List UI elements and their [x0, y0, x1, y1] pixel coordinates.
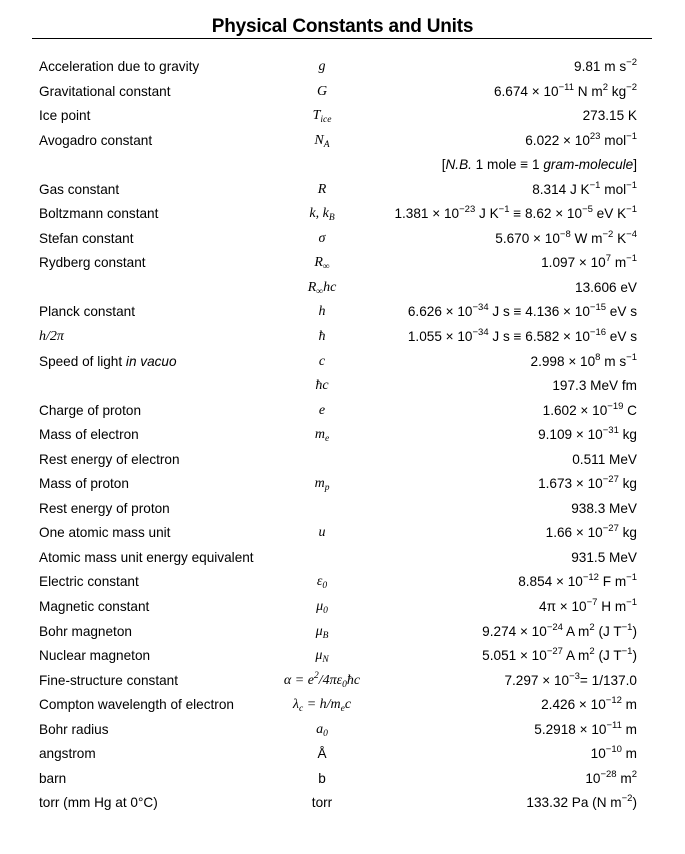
constant-name: Bohr radius [39, 721, 109, 737]
constant-value: $10^{-28}$ $m^2$ [585, 768, 637, 786]
constant-symbol: g [318, 59, 326, 74]
page-title: Physical Constants and Units [211, 16, 474, 37]
constant-symbol: $T_{ice}$ [312, 108, 332, 126]
constant-name: Fine-structure constant [39, 672, 179, 688]
constant-row [0, 202, 685, 227]
constant-value: $2.998 \times 10^8$ m $s^{-1}$ [530, 351, 637, 369]
constant-symbol: R [317, 181, 327, 197]
constant-row [0, 129, 685, 154]
constant-row [0, 669, 685, 694]
constant-row [0, 791, 685, 816]
constant-row [0, 718, 685, 743]
constant-row [0, 104, 685, 129]
constant-value: $5.670 \times 10^{-8}$ W $m^{-2}$ $K^{-4}$ [495, 228, 637, 246]
constant-name: Rydberg constant [39, 255, 146, 271]
constant-row [0, 153, 685, 178]
constant-symbol: $\mu_B$ [315, 623, 329, 641]
constant-value: 938.3 MeV [571, 500, 637, 516]
constant-row [0, 350, 685, 375]
constant-row [0, 497, 685, 522]
constant-name: Gas constant [39, 181, 120, 197]
constant-name: Nuclear magneton [39, 648, 151, 664]
constant-name: Stefan constant [39, 230, 134, 246]
constant-row [0, 742, 685, 767]
constant-row [0, 546, 685, 571]
constant-name: Rest energy of proton [39, 500, 170, 516]
constant-name: Mass of electron [39, 427, 139, 443]
constant-value: $2.426 \times 10^{-12}$ m [541, 695, 637, 713]
constant-name: Compton wavelength of electron [39, 697, 234, 713]
constant-value: $1.055 \times 10^{-34}$ J $s \equiv 6.582 \times 10^{-16}$ eV s [407, 327, 637, 345]
constant-value: $10^{-10}$ m [590, 744, 637, 762]
constant-row [0, 251, 685, 276]
constant-symbol: $a_0$ [316, 721, 328, 739]
constant-name: Rest energy of electron [39, 451, 180, 467]
constant-name: Magnetic constant [39, 599, 150, 615]
constant-name: Gravitational constant [39, 83, 171, 99]
constant-symbol: u [318, 525, 326, 541]
constant-value: $5.051 \times 10^{-27}$ A $m^2$ (J $T^{-1}$) [482, 646, 637, 664]
constant-row [0, 693, 685, 718]
constant-symbol: $m_p$ [314, 476, 330, 494]
constant-row [0, 767, 685, 792]
constant-row [0, 521, 685, 546]
constant-symbol: σ [318, 230, 326, 246]
constant-row [0, 276, 685, 301]
constant-value: $6.674 \times 10^{-11}$ N $m^2$ $kg^{-2}$ [493, 81, 637, 99]
constant-name: Bohr magneton [39, 623, 132, 639]
constant-symbol: c [318, 353, 326, 369]
title-rule [32, 38, 652, 39]
constant-name: torr (mm Hg at 0°C) [39, 795, 158, 811]
constant-value: $6.022 \times 10^{23}$ mol$^{-1}$ [525, 130, 637, 148]
constant-value: 8.314 J $K^{-1}$ mol$^{-1}$ [532, 179, 637, 197]
constant-value: 273.15 K [582, 108, 637, 124]
constant-row [0, 325, 685, 350]
constant-value: $6.626 \times 10^{-34}$ J $s \equiv 4.136 \times 10^{-15}$ eV s [407, 302, 637, 320]
constant-symbol: $\mu_0$ [316, 599, 328, 617]
constant-name: Electric constant [39, 574, 139, 590]
constant-name: Acceleration due to gravity [39, 59, 200, 74]
constant-symbol: b [318, 770, 326, 786]
constant-value: 931.5 MeV [571, 549, 637, 565]
constant-row [0, 80, 685, 105]
constant-row [0, 178, 685, 203]
constant-name: Mass of proton [39, 476, 129, 492]
constant-row [0, 374, 685, 399]
constant-symbol: G [316, 83, 328, 99]
constant-value: $1.66 \times 10^{-27}$ kg [545, 523, 637, 541]
constant-value: $5.2918 \times 10^{-11}$ m [534, 719, 637, 737]
constant-symbol: Å [317, 746, 327, 762]
constant-value: 133.32 Pa (N $m^{-2}$) [526, 793, 637, 811]
constant-name: Speed of light in vacuo [39, 353, 177, 369]
constant-value: 9.81 m $s^{-2}$ [574, 57, 637, 74]
constant-symbol: $R_\infty$ [314, 255, 330, 273]
constant-name: Planck constant [39, 304, 135, 320]
constant-row [0, 55, 685, 80]
constant-value: $1.673 \times 10^{-27}$ kg [538, 474, 637, 492]
constant-symbol: k, $k_B$ [309, 206, 335, 224]
constant-symbol: $m_e$ [314, 427, 330, 445]
constant-symbol: torr [311, 795, 333, 811]
constant-value: 197.3 MeV fm [552, 378, 637, 394]
constant-symbol: $\alpha = e^2/4\pi\varepsilon_0ħc$ [283, 670, 361, 690]
constant-symbol: ħc [315, 378, 329, 394]
constants-table [0, 55, 685, 816]
constant-row [0, 227, 685, 252]
constant-symbol: $\mu_N$ [315, 648, 329, 666]
constant-value: $1.097 \times 10^7$ $m^{-1}$ [541, 253, 637, 271]
constant-row [0, 300, 685, 325]
constant-name: Charge of proton [39, 402, 142, 418]
constant-row [0, 423, 685, 448]
constant-name: angstrom [39, 746, 96, 762]
constant-name: barn [39, 770, 67, 786]
constant-symbol: e [318, 402, 326, 418]
constant-value: 13.606 eV [575, 279, 637, 295]
constant-value: $8.854 \times 10^{-12}$ F $m^{-1}$ [518, 572, 637, 590]
constant-row [0, 595, 685, 620]
constant-symbol: $\lambda_c = h/m_ec$ [292, 697, 352, 715]
constant-name: One atomic mass unit [39, 525, 171, 541]
constant-row [0, 399, 685, 424]
constant-value: $7.297 \times 10^{-3}= 1/137.0$ [504, 670, 637, 688]
constant-row [0, 644, 685, 669]
constant-name: Ice point [39, 108, 91, 124]
constant-value: 0.511 MeV [572, 451, 637, 467]
constant-row [0, 448, 685, 473]
constant-value: $1.381 \times 10^{-23}$ J $K^{-1} \equiv 8.62 \times 10^{-5}$ eV $K^{-1}$ [394, 204, 637, 222]
constant-value: [N.B. 1 mole ≡ 1 gram-molecule] [441, 157, 637, 173]
constant-symbol: $N_A$ [314, 132, 330, 150]
constant-symbol: $R_\infty hc$ [307, 279, 337, 297]
constant-name: Atomic mass unit energy equivalent [39, 549, 254, 565]
constant-row [0, 570, 685, 595]
constant-value: $1.602 \times 10^{-19}$ C [542, 400, 637, 418]
constant-name: h/2π [39, 329, 64, 345]
constant-value: $9.109 \times 10^{-31}$ kg [538, 425, 637, 443]
constant-value: $9.274 \times 10^{-24}$ A $m^2$ (J $T^{-1}$) [482, 621, 637, 639]
constant-row [0, 472, 685, 497]
constant-name: Avogadro constant [39, 132, 153, 148]
constant-row [0, 620, 685, 645]
constant-symbol: ħ [318, 329, 326, 345]
constant-value: $4\pi \times 10^{-7}$ H $m^{-1}$ [539, 597, 637, 615]
constant-symbol: h [318, 304, 326, 320]
constant-symbol: $\varepsilon_0$ [316, 574, 328, 592]
constant-name: Boltzmann constant [39, 206, 159, 222]
